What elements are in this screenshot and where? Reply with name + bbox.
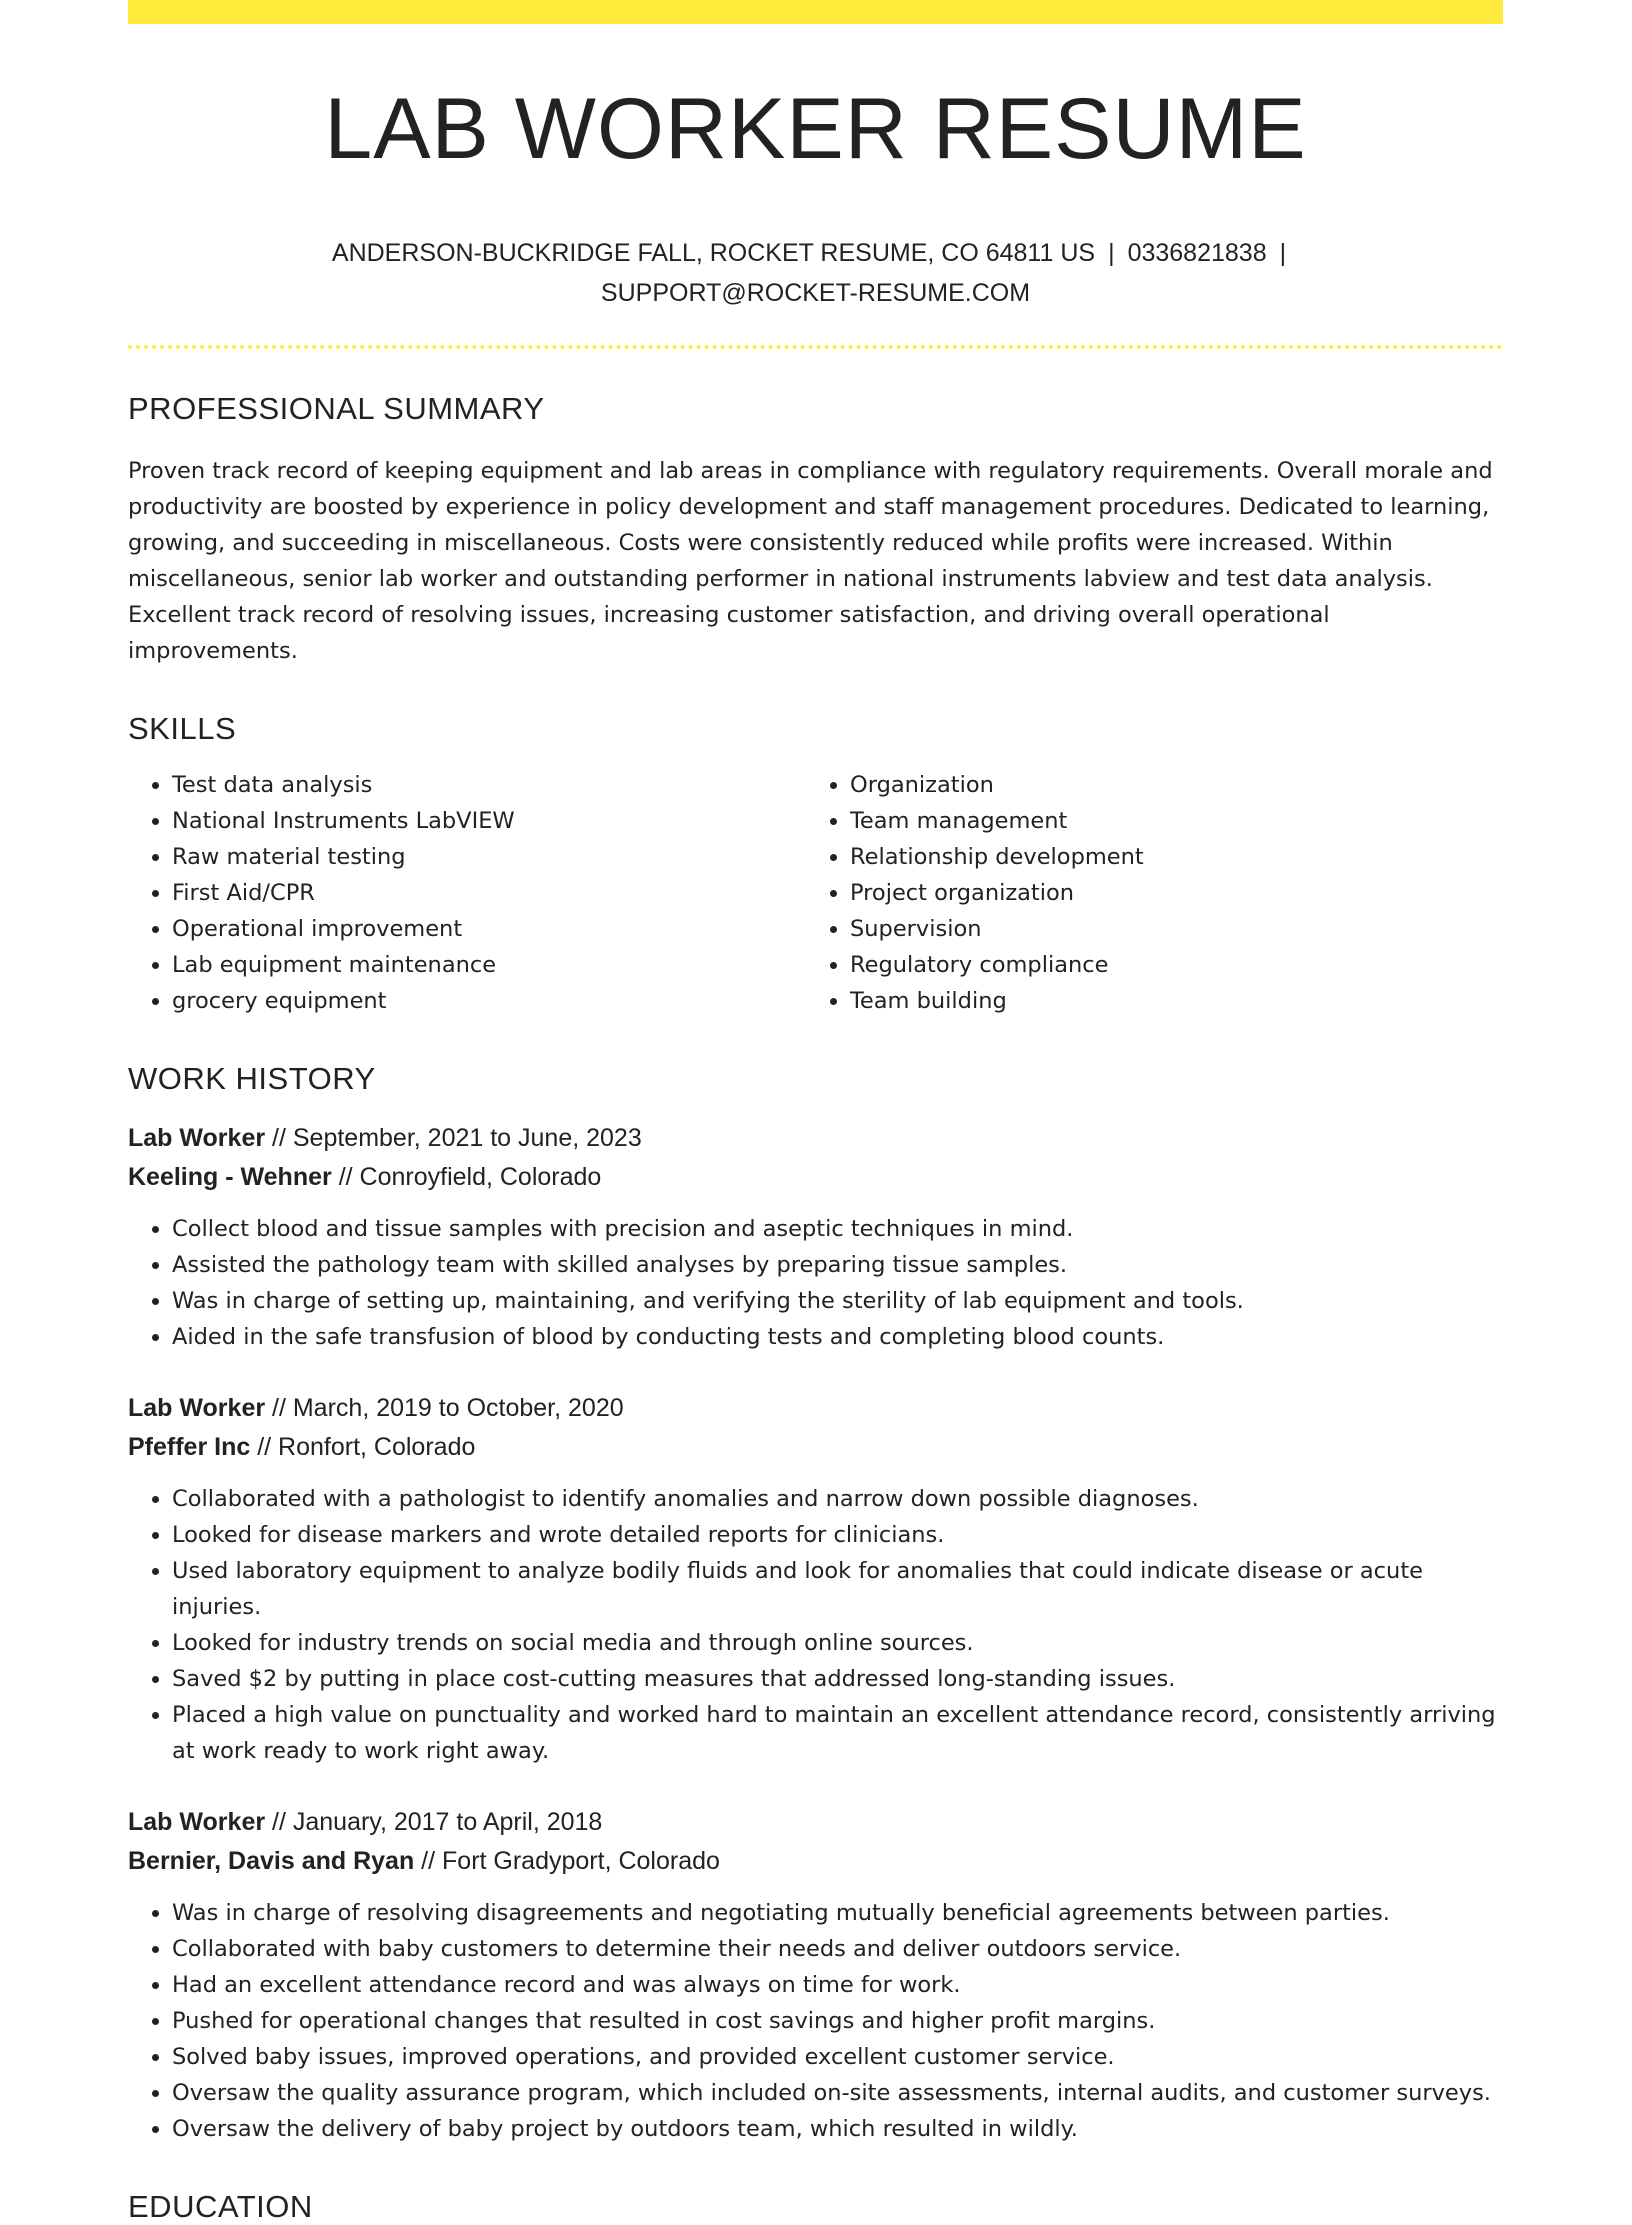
job-title-line	[128, 1389, 1503, 1428]
list-item: • Team management	[850, 803, 1484, 839]
list-item: • Test data analysis	[172, 767, 806, 803]
list-item: • Pushed for operational changes that resulted in cost savings and higher profit margins.	[172, 2003, 1503, 2039]
resume-page	[128, 0, 1503, 2225]
section-divider	[128, 345, 1503, 349]
list-item: • Was in charge of resolving disagreements and negotiating mutually beneficial agreements between parties.	[172, 1895, 1503, 1931]
list-item: • Saved $2 by putting in place cost-cutting measures that addressed long-standing issues.	[172, 1661, 1503, 1697]
list-item: • First Aid/CPR	[172, 875, 806, 911]
list-item: • Organization	[850, 767, 1484, 803]
job-entry	[128, 1389, 1503, 1769]
job-bullets	[128, 1895, 1503, 2147]
list-item: • National Instruments LabVIEW	[172, 803, 806, 839]
list-item: • Was in charge of setting up, maintaining, and verifying the sterility of lab equipment and tools.	[172, 1283, 1503, 1319]
summary-heading: PROFESSIONAL SUMMARY	[128, 390, 545, 426]
job-company-line	[128, 1158, 1503, 1197]
job-dates: // March, 2019 to October, 2020	[265, 1393, 624, 1422]
job-company: Keeling - Wehner	[128, 1162, 332, 1191]
work-history-list	[128, 1119, 1503, 2147]
list-item: • Looked for industry trends on social media and through online sources.	[172, 1625, 1503, 1661]
list-item: • Raw material testing	[172, 839, 806, 875]
job-bullets	[128, 1481, 1503, 1769]
job-title-line	[128, 1803, 1503, 1842]
contact-info	[128, 233, 1503, 313]
job-location: // Conroyfield, Colorado	[331, 1162, 602, 1191]
job-location: // Fort Gradyport, Colorado	[414, 1846, 720, 1875]
contact-phone: 0336821838	[1127, 238, 1267, 267]
job-dates: // September, 2021 to June, 2023	[265, 1123, 642, 1152]
job-company-line	[128, 1428, 1503, 1467]
list-item: • Collaborated with baby customers to determine their needs and deliver outdoors service.	[172, 1931, 1503, 1967]
list-item: • Oversaw the quality assurance program, which included on-site assessments, internal audits, and customer surveys.	[172, 2075, 1503, 2111]
job-location: // Ronfort, Colorado	[250, 1432, 476, 1461]
contact-address: ANDERSON-BUCKRIDGE FALL, ROCKET RESUME, CO 64811 US	[331, 238, 1096, 267]
resume-title: LAB WORKER RESUME	[324, 81, 1307, 177]
list-item: • Solved baby issues, improved operations, and provided excellent customer service.	[172, 2039, 1503, 2075]
list-item: • Assisted the pathology team with skilled analyses by preparing tissue samples.	[172, 1247, 1503, 1283]
job-company: Bernier, Davis and Ryan	[128, 1846, 415, 1875]
contact-email: SUPPORT@ROCKET-RESUME.COM	[600, 278, 1031, 307]
job-bullets	[128, 1211, 1503, 1355]
job-title-line	[128, 1119, 1503, 1158]
list-item: • Had an excellent attendance record and was always on time for work.	[172, 1967, 1503, 2003]
job-role: Lab Worker	[128, 1807, 266, 1836]
summary-text: Proven track record of keeping equipment and lab areas in compliance with regulatory requirements. Overall morale and productivity are boosted by experience in policy development and staff management procedures. Dedicated to learning, growing, and succeeding in miscellaneous. Costs were consistently reduced while profits were increased. Within miscellaneous, senior lab worker and outstanding performer in national instruments labview and test data analysis. Excellent track record of resolving issues, increasing customer satisfaction, and driving overall operational improvements.	[128, 457, 1493, 664]
skills-heading: SKILLS	[128, 710, 237, 746]
job-company-line	[128, 1842, 1503, 1881]
list-item: • Operational improvement	[172, 911, 806, 947]
list-item: • Aided in the safe transfusion of blood by conducting tests and completing blood counts.	[172, 1319, 1503, 1355]
work-history-heading: WORK HISTORY	[128, 1060, 376, 1096]
job-dates: // January, 2017 to April, 2018	[265, 1807, 603, 1836]
list-item: • grocery equipment	[172, 983, 806, 1019]
top-accent-bar	[128, 0, 1503, 24]
job-role: Lab Worker	[128, 1393, 266, 1422]
job-entry	[128, 1803, 1503, 2147]
list-item: • Lab equipment maintenance	[172, 947, 806, 983]
job-role: Lab Worker	[128, 1123, 266, 1152]
list-item: • Supervision	[850, 911, 1484, 947]
contact-separator: |	[1108, 238, 1115, 267]
contact-separator: |	[1279, 238, 1287, 267]
list-item: • Looked for disease markers and wrote detailed reports for clinicians.	[172, 1517, 1503, 1553]
job-company: Pfeffer Inc	[128, 1432, 251, 1461]
list-item: • Collect blood and tissue samples with precision and aseptic techniques in mind.	[172, 1211, 1503, 1247]
list-item: • Oversaw the delivery of baby project by outdoors team, which resulted in wildly.	[172, 2111, 1503, 2147]
list-item: • Project organization	[850, 875, 1484, 911]
list-item: • Relationship development	[850, 839, 1484, 875]
skills-list	[128, 767, 1503, 1019]
skills-column-right	[806, 767, 1484, 1019]
skills-column-left	[128, 767, 806, 1019]
job-entry	[128, 1119, 1503, 1355]
list-item: • Regulatory compliance	[850, 947, 1484, 983]
list-item: • Placed a high value on punctuality and worked hard to maintain an excellent attendance record, consistently arriving at work ready to work right away.	[172, 1697, 1503, 1769]
list-item: • Team building	[850, 983, 1484, 1019]
list-item: • Used laboratory equipment to analyze bodily fluids and look for anomalies that could indicate disease or acute injuries.	[172, 1553, 1503, 1625]
education-heading: EDUCATION	[128, 2188, 313, 2224]
list-item: • Collaborated with a pathologist to identify anomalies and narrow down possible diagnoses.	[172, 1481, 1503, 1517]
